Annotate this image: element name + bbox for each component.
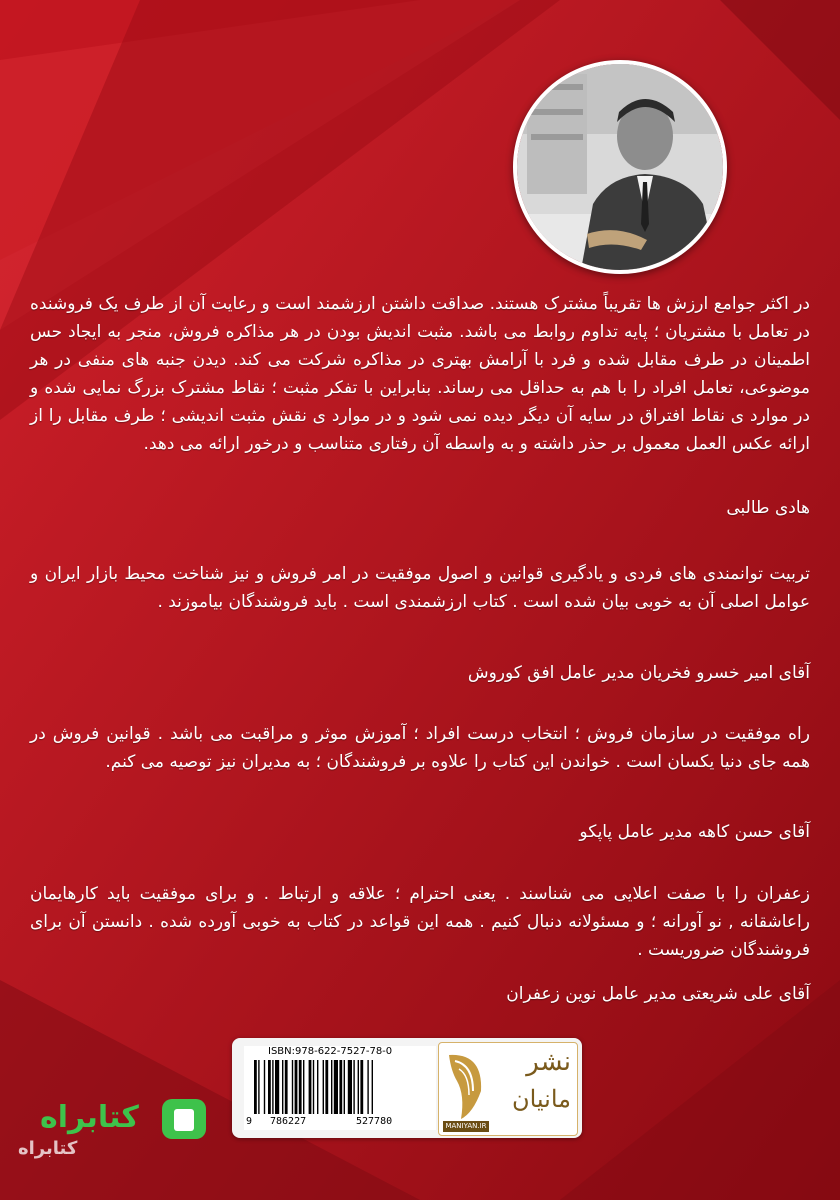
barcode-bar xyxy=(339,1060,342,1114)
signature-fakhrian: آقای امیر خسرو فخریان مدیر عامل افق کوروش xyxy=(467,663,810,683)
barcode-bar xyxy=(299,1060,302,1114)
barcode-prefix-digit: 9 xyxy=(246,1116,253,1127)
barcode-bar xyxy=(323,1060,324,1114)
barcode-bar xyxy=(325,1060,328,1114)
testimonial-paragraph-3: زعفران را با صفت اعلایی می شناسند . یعنی احترام ؛ علاقه و ارتباط . و برای موفقیت باید کارهایمان راعاشقانه , نو آورانه ؛ و مسئولانه دنبال کنیم . همه این قواعد در کتاب به خوبی آورده شده . دانستن آن برای فروشندگان ضروریست . xyxy=(30,884,810,960)
barcode-bar xyxy=(258,1060,259,1114)
barcode-bar xyxy=(348,1060,352,1114)
publisher-name-line-1: نشر xyxy=(526,1047,571,1077)
isbn-barcode xyxy=(244,1046,436,1130)
barcode-bar xyxy=(317,1060,318,1114)
barcode-bar xyxy=(285,1060,288,1114)
barcode-bar xyxy=(313,1060,314,1114)
intro-paragraph: در اکثر جوامع ارزش ها تقریباً مشترک هستند. صداقت داشتن ارزشمند است و رعایت آن از طرف یک فروشنده در تعامل با مشتریان ؛ پایه تداوم روابط می باشد. مثبت اندیش بودن در هر مذاکره فروش، منجر به ایجاد حس اطمینان در طرف مقابل شده و فرد با آرامش بهتری در مذاکره شرکت می کند. دیدن جنبه های منفی در هر موضوعی، تعامل افراد را با هم به حداقل می رساند. بنابراین با تفکر مثبت ؛ نقاط مشترک بزرگ نمایی شده و در موارد ی نقاط افتراق در سایه آن دیگر دیده نمی شود و در موارد ی نقش مثبت اندیشی ؛ طرف مقابل را از ارائه عکس العمل معمول بر حذر داشته و به واسطه آن رفتاری متناسب و درخور ارائه می دهد. xyxy=(30,294,810,454)
barcode-bar xyxy=(331,1060,332,1114)
signature-hadi-talebi: هادی طالبی xyxy=(726,498,810,518)
barcode-bar xyxy=(268,1060,271,1114)
barcode-bar xyxy=(344,1060,345,1114)
author-photo-icon xyxy=(517,64,723,270)
barcode-bars xyxy=(254,1060,428,1116)
signature-kaheh: آقای حسن کاهه مدیر عامل پاپکو xyxy=(579,822,810,842)
testimonial-paragraph-1: تربیت توانمندی های فردی و یادگیری قوانین و اصول موفقیت در امر فروش و نیز شناخت محیط بازار ایران و عوامل اصلی آن به خوبی بیان شده است . کتاب ارزشمندی است . باید فروشندگان بیاموزند . xyxy=(30,564,810,612)
testimonial-paragraph-2: راه موفقیت در سازمان فروش ؛ انتخاب درست افراد ؛ آموزش موثر و مراقبت می باشد . قوانین فروش در همه جای دنیا یکسان است . خواندن این کتاب را علاوه بر فروشندگان ؛ به مدیران نیز توصیه می کنم. xyxy=(30,724,810,772)
ketabrah-watermark: کتابراه xyxy=(18,1138,78,1159)
quill-icon xyxy=(443,1051,487,1121)
publisher-name-line-2: مانیان xyxy=(511,1085,571,1113)
barcode-bar xyxy=(275,1060,279,1114)
barcode-bar xyxy=(358,1060,359,1114)
barcode-bar xyxy=(295,1060,298,1114)
ketabrah-logo-text: کتابراه xyxy=(40,1100,139,1135)
barcode-bar xyxy=(372,1060,373,1114)
publisher-url: MANIYAN.IR xyxy=(443,1121,489,1132)
barcode-and-publisher-panel xyxy=(232,1038,582,1138)
barcode-digits-group-1: 786227 xyxy=(270,1116,307,1127)
barcode-bar xyxy=(353,1060,354,1114)
barcode-bar xyxy=(282,1060,283,1114)
signature-shariati: آقای علی شریعتی مدیر عامل نوین زعفران xyxy=(506,984,810,1004)
barcode-bar xyxy=(254,1060,257,1114)
barcode-bar xyxy=(272,1060,273,1114)
author-portrait xyxy=(513,60,727,274)
barcode-digits-group-2: 527780 xyxy=(356,1116,393,1127)
publisher-logo xyxy=(438,1042,578,1136)
barcode-bar xyxy=(309,1060,312,1114)
barcode-bar xyxy=(292,1060,293,1114)
barcode-bar xyxy=(367,1060,368,1114)
isbn-label: ISBN:978-622-7527-78-0 xyxy=(268,1046,393,1057)
barcode-bar xyxy=(303,1060,304,1114)
barcode-bar xyxy=(360,1060,363,1114)
barcode-bar xyxy=(264,1060,265,1114)
barcode-bar xyxy=(334,1060,338,1114)
